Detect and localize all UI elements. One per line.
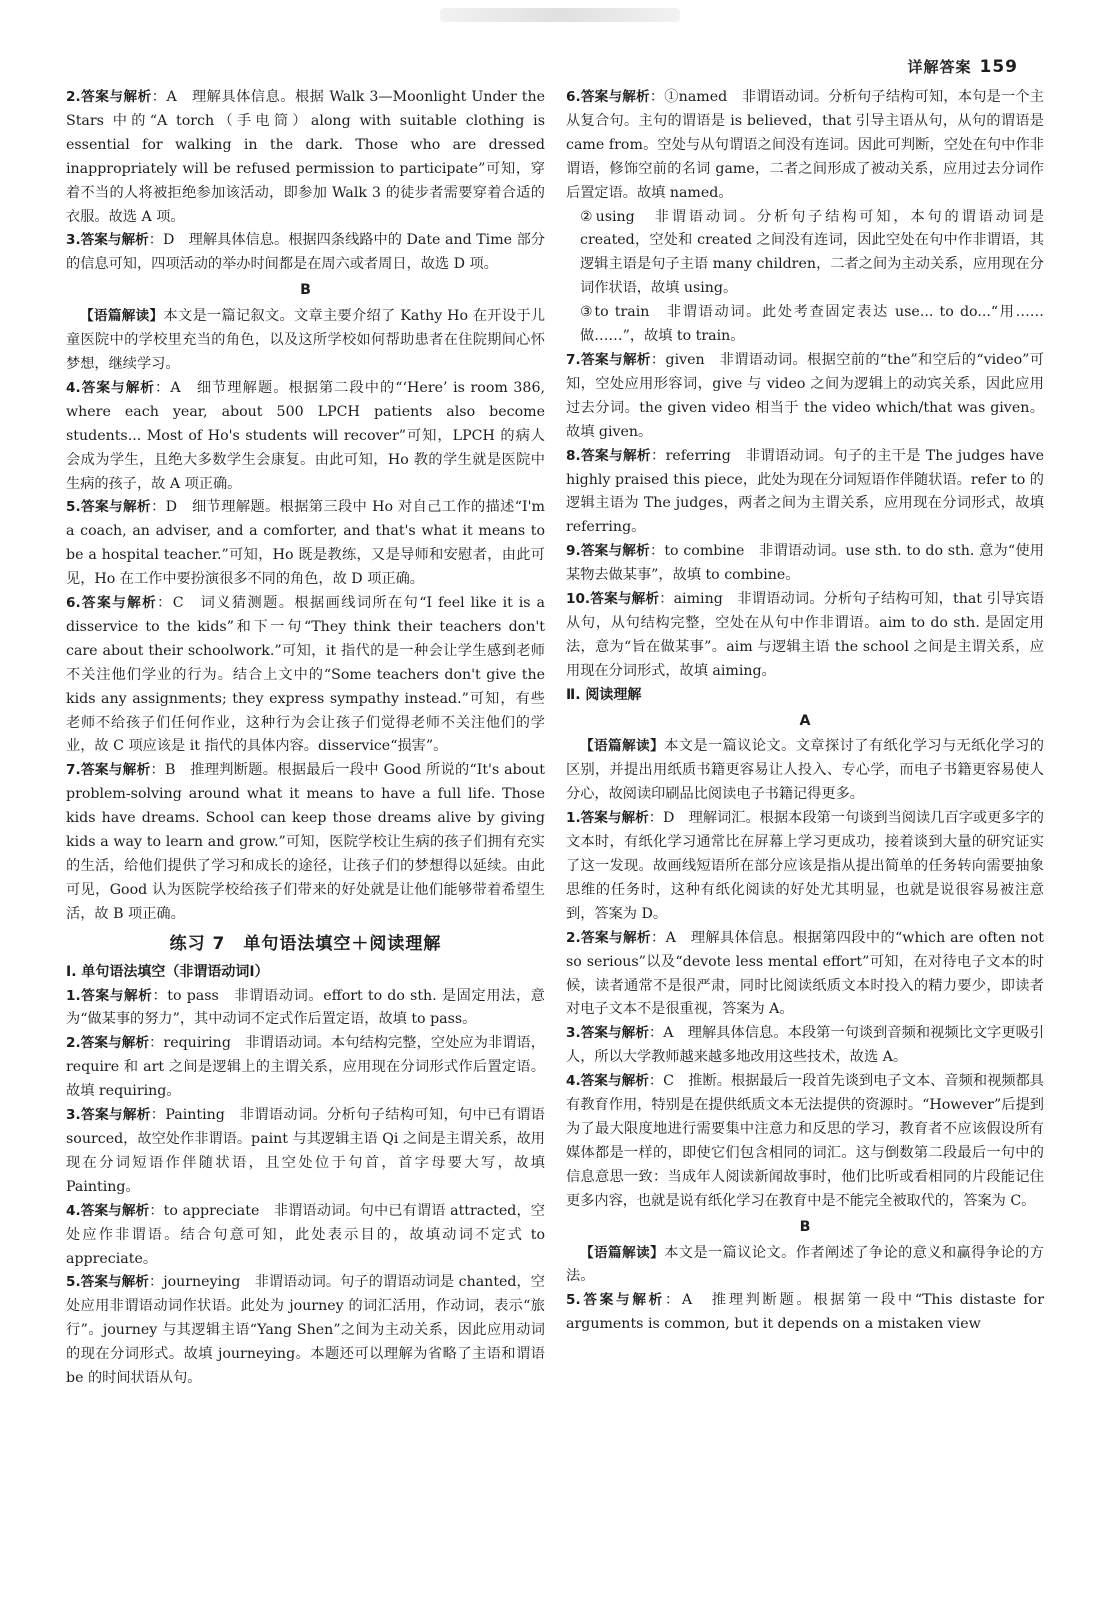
answer-label: 答案与解析 xyxy=(80,232,149,249)
answer-label: 答案与解析 xyxy=(580,447,652,464)
item-number: 8. xyxy=(566,447,581,464)
answer-label: 答案与解析 xyxy=(80,89,152,105)
answer-label: 答案与解析 xyxy=(80,1035,150,1052)
item-number: 9. xyxy=(566,543,581,560)
passage-heading: B xyxy=(300,282,311,299)
passage-intro xyxy=(566,1242,1044,1290)
answer-label: 答案与解析 xyxy=(590,591,660,608)
answer-label: 答案与解析 xyxy=(80,1274,149,1291)
passage-heading: A xyxy=(799,712,811,729)
subsection-title: Ⅰ. 单句语法填空（非谓语动词Ⅰ） xyxy=(66,963,269,980)
item-number: 2. xyxy=(66,89,81,105)
intro-text: 本文是一篇议论文。文章探讨了有纸化学习与无纸化学习的区别，并提出用纸质书籍更容易让人投入、专心学，而电子书籍更容易使人分心，故阅读印刷品比阅读电子书籍记得更多。 xyxy=(566,738,1044,803)
answer-item: 3.答案与解析：Painting 非谓语动词。分析句子结构可知，句中已有谓语 sourced，故空处作非谓语。paint 与其逻辑主语 Qi 之间是主谓关系，故用现在分词短语作伴随状语，且空处位于句首，首字母要大写，故填 Painting。 xyxy=(66,1107,545,1195)
intro-label: 【语篇解读】 xyxy=(580,1244,665,1261)
item-number: 2. xyxy=(66,1035,81,1052)
answer-text: D 细节理解题。根据第三段中 Ho 对自己工作的描述“I'm a coach, an adviser, and a comforter, and that's what it means to be a hospital teacher.”可知，Ho 既是教练，又是导师和安慰者，由此可见，Ho 在工作中要扮演很多不同的角色，故 D 项正确。 xyxy=(66,499,545,588)
passage-intro xyxy=(566,735,1044,807)
answer-text: to combine 非谓语动词。use sth. to do sth. 意为“使用某物去做某事”，故填 to combine。 xyxy=(566,543,1045,584)
answer-item: 3.答案与解析：A 理解具体信息。本段第一句谈到音频和视频比文字更吸引人，所以大学教师越来越多地改用这些技术，故选 A。 xyxy=(566,1025,1045,1066)
answer-item: 10.答案与解析：aiming 非谓语动词。分析句子结构可知，that 引导宾语从句，从句结构完整，空处在从句中作非谓语。aim to do sth. 是固定用法，意为“旨在做某事”。aim 与逻辑主语 the school 之间是主谓关系，应用现在分词形式，故填 aiming。 xyxy=(566,591,1045,679)
item-number: 10. xyxy=(566,591,591,608)
scan-mark xyxy=(440,8,680,22)
answer-item: 1.答案与解析：to pass 非谓语动词。effort to do sth. 是固定用法，意为“做某事的努力”，其中动词不定式作后置定语，故填 to pass。 xyxy=(66,987,545,1028)
answer-text: requiring 非谓语动词。本句结构完整，空处应为非谓语，require 和 art 之间是逻辑上的主谓关系，应用现在分词形式作后置定语。故填 requiring。 xyxy=(66,1035,545,1100)
right-column xyxy=(566,86,1044,1337)
answer-item: 6.答案与解析：①named 非谓语动词。分析句子结构可知，本句是一个主从复合句。主句的谓语是 is believed，that 引导主语从句，从句的谓语是 came from。空处与从句谓语之间没有连词。因此可判断，空处在句中作非谓语，修饰空前的名词 game，二者之间形成了被动关系，应用过去分词作后置定语。故填 named。 xyxy=(566,89,1044,201)
header-title: 详解答案 xyxy=(907,58,972,76)
answer-label: 答案与解析 xyxy=(80,987,153,1004)
answer-label: 答案与解析 xyxy=(580,89,650,105)
intro-label: 【语篇解读】 xyxy=(80,308,164,325)
answer-label: 答案与解析 xyxy=(80,762,151,779)
intro-label: 【语篇解读】 xyxy=(580,738,665,755)
answer-label: 答案与解析 xyxy=(580,543,650,560)
item-number: 3. xyxy=(566,1025,581,1042)
left-column xyxy=(66,86,545,1391)
item-number: 7. xyxy=(66,762,81,779)
passage-heading: B xyxy=(799,1218,811,1235)
answer-item: 9.答案与解析：to combine 非谓语动词。use sth. to do sth. 意为“使用某物去做某事”，故填 to combine。 xyxy=(566,543,1045,584)
answer-text: C 推断。根据最后一段首先谈到电子文本、音频和视频都具有教育作用，特别是在提供纸质文本无法提供的资源时。“However”后提到为了最大限度地进行需要集中注意力和反思的学习，教育者不应该假设所有媒体都是一样的，即使它们包含相同的词汇。这与倒数第二段最后一句中的信息意思一致：当成年人阅读新闻故事时，他们比听或看相同的片段能记住更多内容，也就是说有纸化学习在教育中是不能完全被取代的，答案为 C。 xyxy=(566,1073,1044,1209)
item-number: 2. xyxy=(566,929,581,946)
answer-text: ①named 非谓语动词。分析句子结构可知，本句是一个主从复合句。主句的谓语是 is believed，that 引导主语从句，从句的谓语是 came from。空处与从句谓语之间没有连词。因此可判断，空处在句中作非谓语，修饰空前的名词 game，二者之间形成了被动关系，应用过去分词作后置定语。故填 named。 xyxy=(566,89,1044,201)
item-number: 4. xyxy=(566,1073,581,1090)
answer-text: C 词义猜测题。根据画线词所在句“I feel like it is a disservice to the kids”和下一句“They think their teachers don't care about their schoolwork.”可知，it 指代的是一种会让学生感到老师不关注他们学业的行为。结合上文中的“Some teachers don't give the kids any assignments; they express sympathy instead.”可知，有些老师不给孩子们任何作业，这种行为会让孩子们觉得老师不关注他们的学业，故 C 项应该是 it 指代的具体内容。disservice“损害”。 xyxy=(66,595,545,755)
answer-text: D 理解具体信息。根据四条线路中的 Date and Time 部分的信息可知，四项活动的举办时间都是在周六或者周日，故选 D 项。 xyxy=(66,232,546,273)
item-number: 6. xyxy=(566,89,581,105)
answer-text: A 推理判断题。根据第一段中“This distaste for arguments is common, but it depends on a mistaken view xyxy=(566,1292,1044,1333)
answer-item: 3.答案与解析：D 理解具体信息。根据四条线路中的 Date and Time 部分的信息可知，四项活动的举办时间都是在周六或者周日，故选 D 项。 xyxy=(66,232,546,273)
item-number: 1. xyxy=(66,987,81,1004)
answer-label: 答案与解析 xyxy=(80,595,158,612)
item-number: 7. xyxy=(566,351,581,368)
answer-item: 4.答案与解析：to appreciate 非谓语动词。句中已有谓语 attracted，空处应作非谓语。结合句意可知，此处表示目的，故填动词不定式 to appreciate。 xyxy=(66,1202,545,1267)
answer-text: aiming 非谓语动词。分析句子结构可知，that 引导宾语从句，从句结构完整，空处在从句中作非谓语。aim to do sth. 是固定用法，意为“旨在做某事”。aim 与逻辑主语 the school 之间是主谓关系，应用现在分词形式，故填 aiming。 xyxy=(566,591,1045,679)
answer-text: to appreciate 非谓语动词。句中已有谓语 attracted，空处应作非谓语。结合句意可知，此处表示目的，故填动词不定式 to appreciate。 xyxy=(66,1202,545,1267)
answer-label: 答案与解析 xyxy=(580,1073,649,1090)
page-header xyxy=(907,56,1018,77)
page-number: 159 xyxy=(979,57,1018,77)
answer-label: 答案与解析 xyxy=(580,1292,665,1309)
answer-label: 答案与解析 xyxy=(80,1202,150,1219)
answer-item: 1.答案与解析：D 理解词汇。根据本段第一句谈到当阅读几百字或更多字的文本时，有纸化学习通常比在屏幕上学习更成功，接着谈到大量的研究证实了这一发现。故画线短语所在部分应该是指从提出简单的任务转向需要抽象思维的任务时，这种有纸化阅读的好处尤其明显，也就是说很容易被注意到，答案为 D。 xyxy=(566,810,1044,922)
answer-item: 5.答案与解析：D 细节理解题。根据第三段中 Ho 对自己工作的描述“I'm a coach, an adviser, and a comforter, and that's what it means to be a hospital teacher.”可知，Ho 既是教练，又是导师和安慰者，由此可见，Ho 在工作中要扮演很多不同的角色，故 D 项正确。 xyxy=(66,499,545,588)
item-number: 3. xyxy=(66,232,81,249)
answer-item: 5.答案与解析：journeying 非谓语动词。句子的谓语动词是 chanted，空处应用非谓语动词作状语。此处为 journey 的词汇活用，作动词，表示“旅行”。journey 与其逻辑主语“Yang Shen”之间为主动关系，因此应用动词的现在分词形式。故填 journeying。本题还可以理解为省略了主语和谓语 be 的时间状语从句。 xyxy=(66,1274,545,1387)
answer-label: 答案与解析 xyxy=(580,929,651,946)
answer-subitem: ②using 非谓语动词。分析句子结构可知，本句的谓语动词是 created，空处和 created 之间没有连词，因此空处在句中作非谓语，其逻辑主语是句子主语 many children，二者之间为主动关系，应用现在分词作状语，故填 using。 xyxy=(580,208,1044,297)
item-number: 1. xyxy=(566,810,581,827)
answer-item: 7.答案与解析：B 推理判断题。根据最后一段中 Good 所说的“It's about problem-solving around what it means to have a full life. Those kids have dreams. School can keep those dreams alive by giving kids a way to learn and grow.”可知，医院学校让生病的孩子们拥有充实的生活，给他们提供了学习和成长的途径，让孩子们的梦想得以延续。由此可见，Good 认为医院学校给孩子们带来的好处就是让他们能够带着希望生活，故 B 项正确。 xyxy=(66,762,545,922)
section-title: 练习 7 单句语法填空＋阅读理解 xyxy=(169,933,442,954)
answer-item: 2.答案与解析：A 理解具体信息。根据第四段中的“which are often not so serious”以及“devote less mental effort”可知，在对待电子文本的时候，读者通常不是很严肃，同时比阅读纸质文本时投入的精力要少，即读者对电子文本不是很重视，答案为 A。 xyxy=(566,929,1044,1018)
answer-text: given 非谓语动词。根据空前的“the”和空后的“video”可知，空处应用形容词，give 与 video 之间为逻辑上的动宾关系，因此应用过去分词。the given video 相当于 the video which/that was given。故填 given。 xyxy=(566,351,1044,440)
answer-label: 答案与解析 xyxy=(580,810,649,827)
answer-item: 6.答案与解析：C 词义猜测题。根据画线词所在句“I feel like it is a disservice to the kids”和下一句“They think their teachers don't care about their schoolwork.”可知，it 指代的是一种会让学生感到老师不关注他们学业的行为。结合上文中的“Some teachers don't give the kids any assignments; they express sympathy instead.”可知，有些老师不给孩子们任何作业，这种行为会让孩子们觉得老师不关注他们的学业，故 C 项应该是 it 指代的具体内容。disservice“损害”。 xyxy=(66,595,545,755)
answer-label: 答案与解析 xyxy=(80,379,156,396)
item-number: 4. xyxy=(66,1202,81,1219)
item-number: 5. xyxy=(66,1274,81,1291)
intro-text: 本文是一篇记叙文。文章主要介绍了 Kathy Ho 在开设于儿童医院中的学校里充当的角色，以及这所学校如何帮助患者在住院期间心怀梦想，继续学习。 xyxy=(66,308,546,372)
answer-text: Painting 非谓语动词。分析句子结构可知，句中已有谓语 sourced，故空处作非谓语。paint 与其逻辑主语 Qi 之间是主谓关系，故用现在分词短语作伴随状语，且空处位于句首，首字母要大写，故填 Painting。 xyxy=(66,1107,545,1195)
answer-label: 答案与解析 xyxy=(80,499,152,516)
answer-item: 2.答案与解析：requiring 非谓语动词。本句结构完整，空处应为非谓语，require 和 art 之间是逻辑上的主谓关系，应用现在分词形式作后置定语。故填 requiring。 xyxy=(66,1035,545,1100)
answer-subitem: ③to train 非谓语动词。此处考查固定表达 use... to do...“用……做……”，故填 to train。 xyxy=(580,304,1044,345)
answer-item: 7.答案与解析：given 非谓语动词。根据空前的“the”和空后的“video”可知，空处应用形容词，give 与 video 之间为逻辑上的动宾关系，因此应用过去分词。the given video 相当于 the video which/that was given。故填 given。 xyxy=(566,351,1044,440)
subsection-title: Ⅱ. 阅读理解 xyxy=(566,686,642,703)
answer-label: 答案与解析 xyxy=(80,1107,151,1124)
answer-label: 答案与解析 xyxy=(580,351,651,368)
answer-text: A 理解具体信息。根据 Walk 3—Moonlight Under the Stars 中的“A torch（手电筒）along with suitable clothing is essential for walking in the dark. Those who are dressed inappropriately will be refused permission to participate”可知，穿着不当的人将被拒绝参加该活动，即参加 Walk 3 的徒步者需要穿着合适的衣服。故选 A 项。 xyxy=(66,89,545,225)
intro-text: 本文是一篇议论文。作者阐述了争论的意义和赢得争论的方法。 xyxy=(566,1244,1044,1285)
item-number: 4. xyxy=(66,379,81,396)
item-number: 5. xyxy=(566,1292,581,1309)
answer-label: 答案与解析 xyxy=(580,1025,649,1042)
answer-item: 4.答案与解析：A 细节理解题。根据第二段中的“‘Here’ is room 386, where each year, about 500 LPCH patients also become students... Most of Ho's students will recover”可知，LPCH 的病人会成为学生，且绝大多数学生会康复。由此可知，Ho 教的学生就是医院中生病的孩子，故 A 项正确。 xyxy=(66,379,545,492)
item-number: 3. xyxy=(66,1107,81,1124)
answer-text: to pass 非谓语动词。effort to do sth. 是固定用法，意为“做某事的努力”，其中动词不定式作后置定语，故填 to pass。 xyxy=(66,987,545,1028)
answer-item: 4.答案与解析：C 推断。根据最后一段首先谈到电子文本、音频和视频都具有教育作用，特别是在提供纸质文本无法提供的资源时。“However”后提到为了最大限度地进行需要集中注意力和反思的学习，教育者不应该假设所有媒体都是一样的，即使它们包含相同的词汇。这与倒数第二段最后一句中的信息意思一致：当成年人阅读新闻故事时，他们比听或看相同的片段能记住更多内容，也就是说有纸化学习在教育中是不能完全被取代的，答案为 C。 xyxy=(566,1073,1044,1209)
answer-text: A 理解具体信息。本段第一句谈到音频和视频比文字更吸引人，所以大学教师越来越多地改用这些技术，故选 A。 xyxy=(566,1025,1045,1066)
answer-item: 5.答案与解析：A 推理判断题。根据第一段中“This distaste for arguments is common, but it depends on a mistaken view xyxy=(566,1292,1044,1333)
answer-text: B 推理判断题。根据最后一段中 Good 所说的“It's about problem-solving around what it means to have a full life. Those kids have dreams. School can keep those dreams alive by giving kids a way to learn and grow.”可知，医院学校让生病的孩子们拥有充实的生活，给他们提供了学习和成长的途径，让孩子们的梦想得以延续。由此可见，Good 认为医院学校给孩子们带来的好处就是让他们能够带着希望生活，故 B 项正确。 xyxy=(66,762,545,922)
answer-item: 2.答案与解析：A 理解具体信息。根据 Walk 3—Moonlight Under the Stars 中的“A torch（手电筒）along with suitable clothing is essential for walking in the dark. Those who are dressed inappropriately will be refused permission to participate”可知，穿着不当的人将被拒绝参加该活动，即参加 Walk 3 的徒步者需要穿着合适的衣服。故选 A 项。 xyxy=(66,89,545,225)
answer-text: D 理解词汇。根据本段第一句谈到当阅读几百字或更多字的文本时，有纸化学习通常比在屏幕上学习更成功，接着谈到大量的研究证实了这一发现。故画线短语所在部分应该是指从提出简单的任务转向需要抽象思维的任务时，这种有纸化阅读的好处尤其明显，也就是说很容易被注意到，答案为 D。 xyxy=(566,810,1044,922)
answer-item: 8.答案与解析：referring 非谓语动词。句子的主干是 The judges have highly praised this piece，此处为现在分词短语作伴随状语。refer to 的逻辑主语为 The judges，两者之间为主谓关系，应用现在分词形式，故填 referring。 xyxy=(566,447,1044,536)
passage-intro xyxy=(66,305,545,377)
answer-text: A 细节理解题。根据第二段中的“‘Here’ is room 386, where each year, about 500 LPCH patients also become students... Most of Ho's students will recover”可知，LPCH 的病人会成为学生，且绝大多数学生会康复。由此可知，Ho 教的学生就是医院中生病的孩子，故 A 项正确。 xyxy=(66,379,545,492)
item-number: 5. xyxy=(66,499,81,516)
answer-text: A 理解具体信息。根据第四段中的“which are often not so serious”以及“devote less mental effort”可知，在对待电子文本的时候，读者通常不是很严肃，同时比阅读纸质文本时投入的精力要少，即读者对电子文本不是很重视，答案为 A。 xyxy=(566,929,1044,1018)
answer-text: referring 非谓语动词。句子的主干是 The judges have highly praised this piece，此处为现在分词短语作伴随状语。refer to 的逻辑主语为 The judges，两者之间为主谓关系，应用现在分词形式，故填 referring。 xyxy=(566,447,1044,536)
answer-text: journeying 非谓语动词。句子的谓语动词是 chanted，空处应用非谓语动词作状语。此处为 journey 的词汇活用，作动词，表示“旅行”。journey 与其逻辑主语“Yang Shen”之间为主动关系，因此应用动词的现在分词形式。故填 journeying。本题还可以理解为省略了主语和谓语 be 的时间状语从句。 xyxy=(66,1274,545,1387)
item-number: 6. xyxy=(66,595,81,612)
